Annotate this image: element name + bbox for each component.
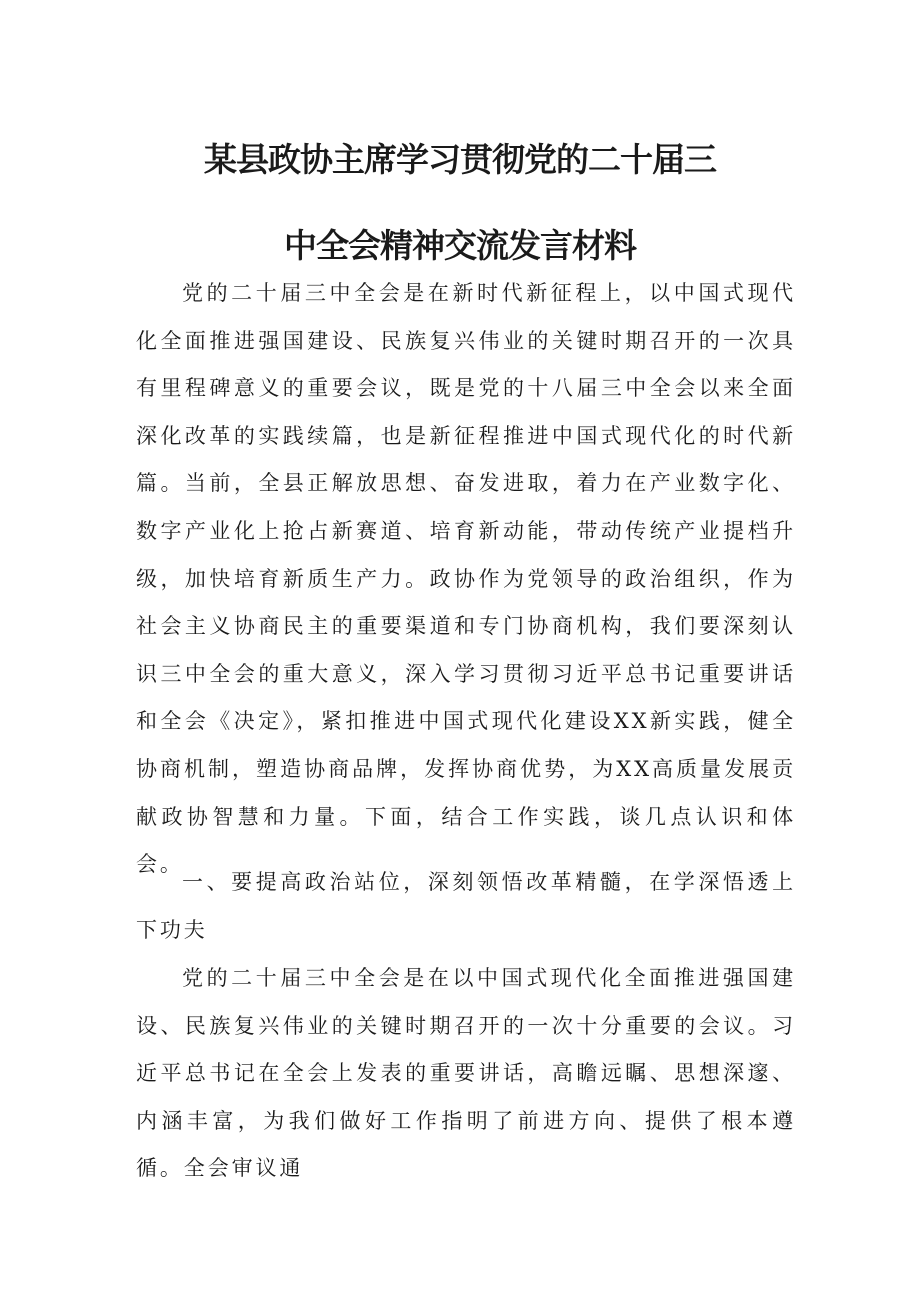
body-paragraph-section-1: 党的二十届三中全会是在以中国式现代化全面推进强国建设、民族复兴伟业的关键时期召开的一次十分重要的会议。习近平总书记在全会上发表的重要讲话，高瞻远瞩、思想深邃、内涵丰富，为我们做好工作指明了前进方向、提供了根本遵循。全会审议通 xyxy=(136,966,796,1181)
document-title-line-2: 中全会精神交流发言材料 xyxy=(284,226,636,265)
section-heading-1: 一、要提高政治站位，深刻领悟改革精髓，在学深悟透上下功夫 xyxy=(136,870,796,942)
body-paragraph-intro: 党的二十届三中全会是在新时代新征程上，以中国式现代化全面推进强国建设、民族复兴伟业的关键时期召开的一次具有里程碑意义的重要会议，既是党的十八届三中全会以来全面深化改革的实践续篇，也是新征程推进中国式现代化的时代新篇。当前，全县正解放思想、奋发进取，着力在产业数字化、数字产业化上抢占新赛道、培育新动能，带动传统产业提档升级，加快培育新质生产力。政协作为党领导的政治组织，作为社会主义协商民主的重要渠道和专门协商机构，我们要深刻认识三中全会的重大意义，深入学习贯彻习近平总书记重要讲话和全会《决定》，紧扣推进中国式现代化建设XX新实践，健全协商机制，塑造协商品牌，发挥协商优势，为XX高质量发展贡献政协智慧和力量。下面，结合工作实践，谈几点认识和体会。 xyxy=(136,281,796,877)
document-title-line-1: 某县政协主席学习贯彻党的二十届三 xyxy=(204,140,716,179)
